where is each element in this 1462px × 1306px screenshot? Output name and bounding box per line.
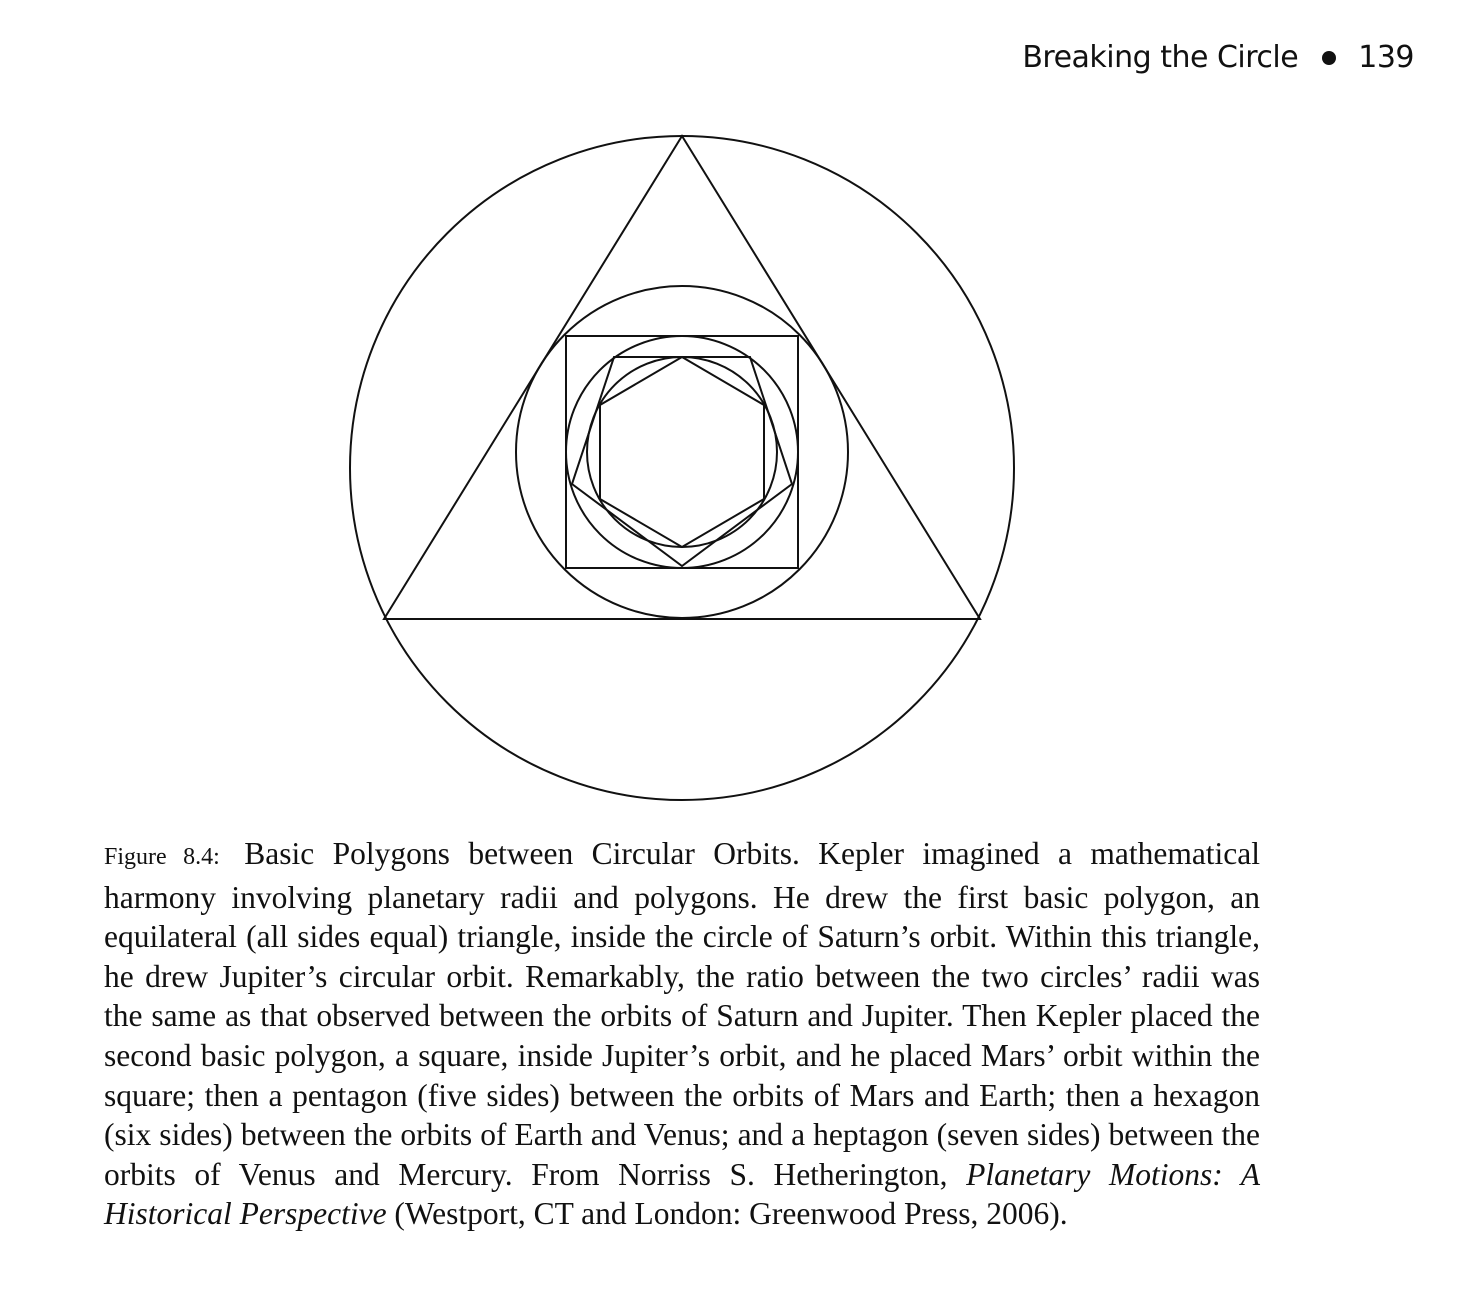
section-title: Breaking the Circle: [1022, 40, 1299, 75]
earth-orbit-circle: [587, 357, 777, 547]
saturn-orbit-circle: [350, 136, 1014, 800]
book-title: Planetary Motions: A Historical Perspective: [104, 1156, 1260, 1232]
pentagon: [572, 357, 792, 566]
figure-caption: [104, 834, 1260, 1234]
page-number: 139: [1358, 40, 1414, 75]
figure-label: Figure 8.4:: [104, 844, 220, 870]
hexagon: [600, 357, 764, 547]
publication-info: (Westport, CT and London: Greenwood Press, 2006).: [386, 1196, 1068, 1232]
caption-text: Basic Polygons between Circular Orbits. Kepler imagined a mathematical harmony involving planetary radii and polygons. He drew the first basic polygon, an equilateral (all sides equal) triangle, inside the circle of Saturn’s orbit. Within this triangle, he drew Jupiter’s circular orbit. Remarkably, the ratio between the two circles’ radii was the same as that observed between the orbits of Saturn and Jupiter. Then Kepler placed the second basic polygon, a square, inside Jupiter’s orbit, and he placed Mars’ orbit within the square; then a pentagon (five sides) between the orbits of Mars and Earth; then a hexagon (six sides) between the orbits of Earth and Venus; and a heptagon (seven sides) between the orbits of Venus and Mercury. From Norriss S. Hetherington,: [104, 836, 1261, 1192]
